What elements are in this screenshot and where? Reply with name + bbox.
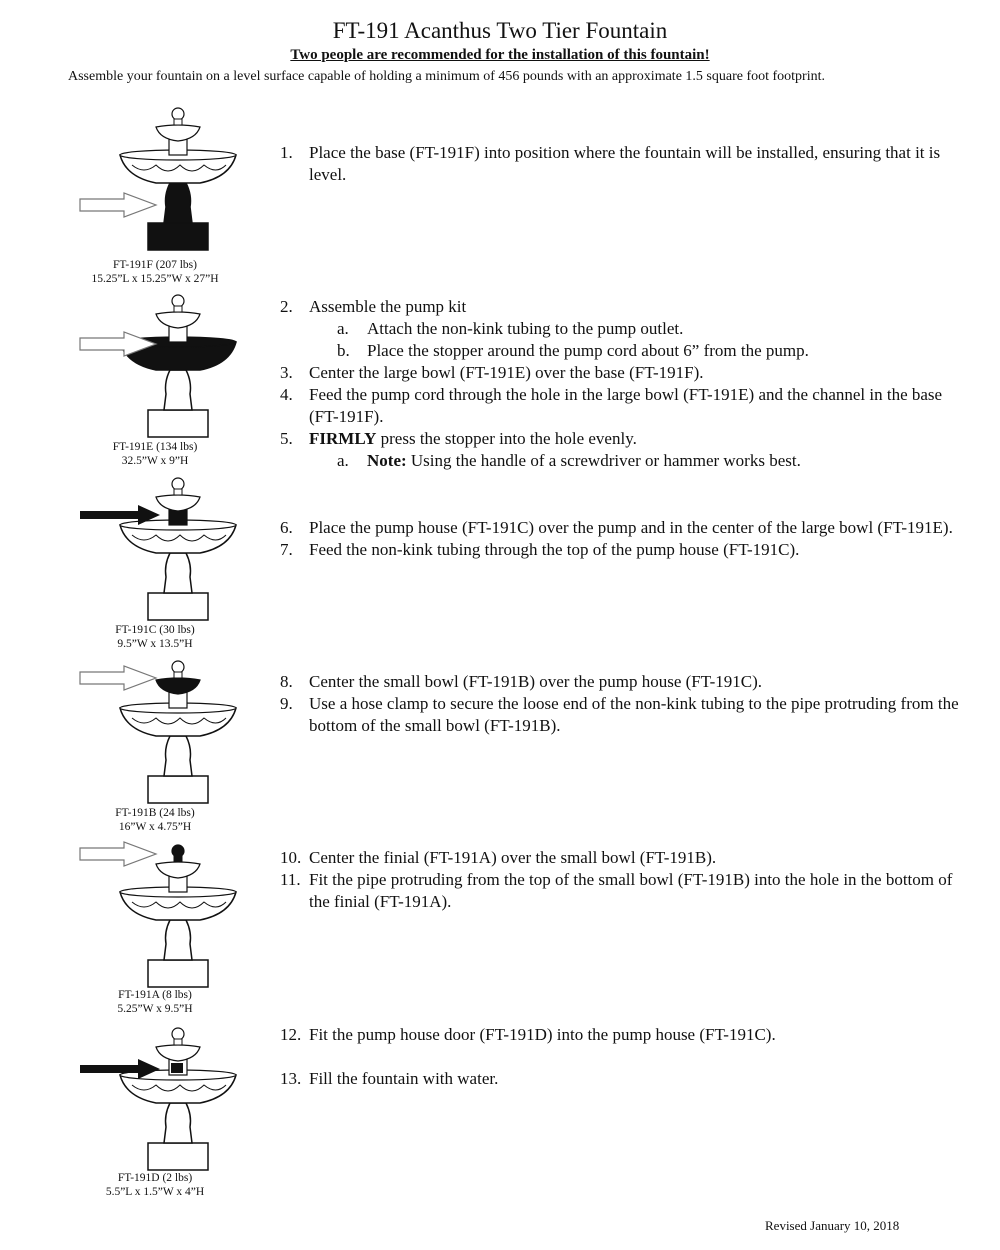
finial [172, 1028, 184, 1040]
pedestal [164, 183, 192, 223]
finial-stem [174, 306, 182, 312]
step-group-4 [280, 671, 960, 737]
step-1: 1. Place the base (FT-191F) into position where the fountain will be installed, ensuring that it is level. [280, 143, 941, 184]
step-10: 10. Center the finial (FT-191A) over the small bowl (FT-191B). [280, 848, 717, 867]
figure-caption-name: FT-191E (134 lbs) [112, 441, 198, 453]
step-group-3 [280, 517, 960, 561]
step-4: 4. Feed the pump cord through the hole in the large bowl (FT-191E) and the channel in the base (FT-191F). [280, 385, 943, 426]
finial [172, 108, 184, 120]
intro-text: Assemble your fountain on a level surface capable of holding a minimum of 456 pounds with an approximate 1.5 square foot footprint. [68, 69, 825, 84]
step-group-1 [280, 142, 960, 186]
figure-caption-name: FT-191F (207 lbs) [113, 259, 197, 271]
step-5: 5. FIRMLY press the stopper into the hole evenly. [280, 429, 637, 448]
figure-caption-name: FT-191C (30 lbs) [115, 624, 195, 636]
step-2: 2. Assemble the pump kit [280, 297, 467, 316]
figure-caption-dimensions: 16”W x 4.75”H [118, 821, 192, 833]
page-title: FT-191 Acanthus Two Tier Fountain [332, 18, 668, 43]
step-2a: a. Attach the non-kink tubing to the pump outlet. [337, 319, 684, 338]
figure-caption-name: FT-191D (2 lbs) [117, 1172, 193, 1184]
fountain-illustration [60, 658, 265, 808]
pedestal [164, 553, 192, 593]
fountain-illustration [60, 1025, 265, 1175]
base-plinth [148, 776, 208, 803]
finial [172, 478, 184, 490]
small-bowl [156, 312, 200, 328]
step-9: 9. Use a hose clamp to secure the loose end of the non-kink tubing to the pipe protruding from the bottom of the small bowl (FT-191B). [280, 694, 959, 735]
finial-stem [174, 1039, 182, 1045]
figure-caption-dimensions: 5.5”L x 1.5”W x 4”H [105, 1186, 205, 1198]
base-plinth [148, 1143, 208, 1170]
small-bowl [156, 495, 200, 511]
finial-stem [174, 119, 182, 125]
pointer-arrow [80, 193, 156, 217]
figure-caption-dimensions: 5.25”W x 9.5”H [117, 1003, 193, 1015]
pedestal [164, 736, 192, 776]
finial [172, 845, 184, 857]
step-11: 11. Fit the pipe protruding from the top of the small bowl (FT-191B) into the hole in the bottom of the finial (FT-191A). [280, 870, 953, 911]
installation-warning: Two people are recommended for the installation of this fountain! [290, 47, 710, 63]
figure-caption-dimensions: 15.25”L x 15.25”W x 27”H [91, 273, 219, 285]
finial [172, 661, 184, 673]
step-6: 6. Place the pump house (FT-191C) over the pump and in the center of the large bowl (FT-191E). [280, 518, 953, 537]
fountain-illustration [60, 292, 265, 442]
pump-house-door [171, 1063, 183, 1073]
fountain-illustration [60, 475, 265, 625]
base-plinth [148, 593, 208, 620]
pedestal [164, 1103, 192, 1143]
step-group-5 [280, 847, 960, 913]
step-8: 8. Center the small bowl (FT-191B) over the pump house (FT-191C). [280, 672, 762, 691]
finial-stem [174, 489, 182, 495]
small-bowl [156, 678, 200, 694]
step-7: 7. Feed the non-kink tubing through the top of the pump house (FT-191C). [280, 540, 800, 559]
step-group-2 [280, 296, 960, 472]
step-2b: b. Place the stopper around the pump cord about 6” from the pump. [337, 341, 809, 360]
finial [172, 295, 184, 307]
finial-stem [174, 856, 182, 862]
small-bowl [156, 862, 200, 878]
base-plinth [148, 410, 208, 437]
step-12: 12. Fit the pump house door (FT-191D) into the pump house (FT-191C). [280, 1025, 776, 1044]
step-13: 13. Fill the fountain with water. [280, 1069, 499, 1088]
step-group-6 [280, 1024, 960, 1090]
small-bowl [156, 125, 200, 141]
revision-date: Revised January 10, 2018 [765, 1218, 900, 1233]
pointer-arrow [80, 842, 156, 866]
base-plinth [148, 960, 208, 987]
pointer-arrow [80, 666, 156, 690]
figure-caption-name: FT-191B (24 lbs) [115, 807, 195, 819]
figure-caption-dimensions: 32.5”W x 9”H [121, 455, 189, 467]
base-plinth [148, 223, 208, 250]
step-3: 3. Center the large bowl (FT-191E) over the base (FT-191F). [280, 363, 704, 382]
step-5a: a. Note: Using the handle of a screwdriver or hammer works best. [337, 451, 801, 470]
finial-stem [174, 672, 182, 678]
small-bowl [156, 1045, 200, 1061]
pedestal [164, 920, 192, 960]
pedestal [164, 370, 192, 410]
figure-caption-dimensions: 9.5”W x 13.5”H [117, 638, 193, 650]
fountain-illustration [60, 105, 265, 255]
fountain-illustration [60, 842, 265, 992]
figure-caption-name: FT-191A (8 lbs) [118, 989, 192, 1001]
